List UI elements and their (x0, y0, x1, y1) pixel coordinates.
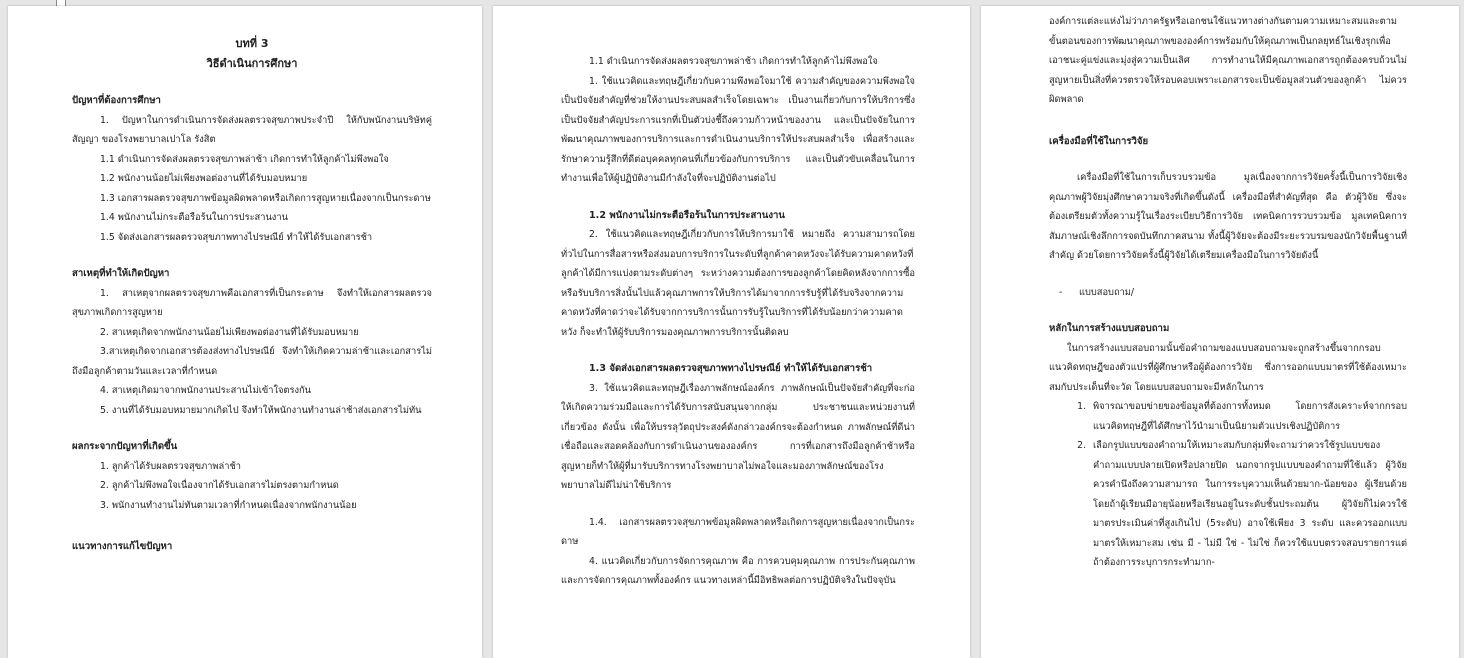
bullet-item (1049, 283, 1407, 303)
list-item: 2. ลูกค้าไม่พึงพอใจเนื่องจากได้รับเอกสารไม่ตรงตามกำหนด (100, 480, 339, 491)
section-heading: ผลกระจากปัญหาที่เกิดขึ้น (72, 441, 178, 452)
list-item: 2. เลือกรูปแบบของคำถามให้เหมาะสมกับกลุ่มที่จะถามว่าควรใช้รูปแบบของคำถามแบบปลายเปิดหรือปลายปิด นอกจากรูปแบบของคำถามที่ใช้แล้ว ผู้วิจัยควรคำนึงถึงความสามารถ ในการระบุความเห็นด้วยมาก-น้อยของ ผู้เรียนด้วย โดยถ้าผู้เรียนมีอายุน้อยหรือเรียนอยู่ในระดับชั้นประถมต้น ผู้วิจัยก็ไม่ควรใช้มาตรประเมินค่าที่สูงเกินไป (5ระดับ) อาจใช้เพียง 3 ระดับ และควรออกแบบมาตรให้เหมาะสม เช่น มี - ไม่มี ใช่ - ไม่ใช่ ก็ควรใช้แบบตรวจสอบรายการแต่ถ้าต้องการระบุการกระทำมาก- (1089, 436, 1407, 573)
paragraph: 1. ปัญหาในการดำเนินการจัดส่งผลตรวจสุขภาพประจำปี ให้กับพนักงานบริษัทคู่สัญญา ของโรงพยาบาลเปาโล รังสิต (72, 114, 432, 145)
list-item: 1. ลูกค้าได้รับผลตรวจสุขภาพล่าช้า (100, 460, 241, 472)
paragraph: 2. ใช้แนวคิดและทฤษฎีเกี่ยวกับการให้บริการมาใช้ หมายถึง ความสามารถโดยทั่วไปในการสื่อสารหรือส่งมอบการบริการในระดับที่ลูกค้าคาดหวังจะได้รับความคาดหวังที่ลูกค้าได้มีการแบ่งตามระดับต่างๆ ระหว่างความต้องการของลูกค้าโดยคิดหลังจากการซื้อหรือรับบริการสิ่งนั้นไปแล้วคุณภาพการให้บริการได้มาจากการรับรู้ที่ได้รับจริงจากความคาดหวังที่คาดว่าจะได้รับจากการบริการนั้นการรับรู้ในบริการที่ได้รับน้อยกว่าความคาดหวัง ก็จะทำให้ผู้รับบริการมองคุณภาพการบริการนั้นติดลบ (561, 229, 915, 338)
section-heading: เครื่องมือที่ใช้ในการวิจัย (1049, 135, 1149, 147)
paragraph: 3.สาเหตุเกิดจากเอกสารต้องส่งทางไปรษณีย์ จึงทำให้เกิดความล่าช้าและเอกสารไม่ถึงมือลูกค้าตามวันและเวลาที่กำหนด (72, 346, 432, 377)
paragraph: เครื่องมือที่ใช้ในการเก็บรวบรวมข้อ มูลเนื่องจากการวิจัยครั้งนี้เป็นการวิจัยเชิงคุณภาพผู้วิจัยมุ่งศึกษาความจริงที่เกิดขึ้นดังนี้ เครื่องมือที่สำคัญที่สุด คือ ตัวผู้วิจัย ซึ่งจะต้องเตรียมตัวทั้งความรู้ในเรื่องระเบียบวิธีการวิจัย เทคนิคการรวบรวมข้อ มูลเทคนิคการสัมภาษณ์เชิงลึกการจดบันทึกภาคสนาม ทั้งนี้ผู้วิจัยจะต้องมีระยะรวบรมของนักวิจัยพื้นฐานที่สำคัญ ด้วยโดยการวิจัยครั้งนี้ผู้วิจัยได้เตรียมเครื่องมือในการวิจัยดังนี้ (1049, 172, 1407, 261)
bullet-text: แบบสอบถาม/ (1079, 286, 1135, 298)
section-heading: สาเหตุที่ทำให้เกิดปัญหา (72, 268, 170, 279)
numbered-list (1049, 397, 1407, 573)
paragraph: องค์การแต่ละแห่งไม่ว่าภาครัฐหรือเอกชนใช้แนวทางต่างกันตามความเหมาะสมและตามขั้นตอนของการพัฒนาคุณภาพขององค์การพร้อมกับให้คุณภาพเป็นกลยุทธ์ในเชิงรุกเพื่อเอาชนะคู่แข่งและมุ่งสู่ความเป็นเลิศ การทำงานให้มีคุณภาพเอกสารถูกต้องครบถ้วนไม่สูญหายเป็นสิ่งที่ควรตรวจให้รอบคอบเพราะเอกสารจะเป็นข้อมูลส่วนตัวของลูกค้า ไม่ควรผิดพลาด (1049, 16, 1407, 105)
list-item: 3. พนักงานทำงานไม่ทันตามเวลาที่กำหนดเนื่องจากพนักงานน้อย (100, 499, 357, 511)
bullet-dash: - (1059, 286, 1063, 298)
paragraph: 1. สาเหตุจากผลตรวจสุขภาพคือเอกสารที่เป็นกระดาษ จึงทำให้เอกสารผลตรวจสุขภาพเกิดการสูญหาย (72, 287, 432, 318)
subsection-title: 1.4. เอกสารผลตรวจสุขภาพข้อมูลผิดพลาดหรือเกิดการสูญหายเนื่องจากเป็นกระดาษ (561, 516, 915, 547)
section-heading: แนวทางการแก้ไขปัญหา (72, 541, 173, 552)
subsection-title: 1.2 พนักงานไม่กระตือรือร้นในการประสานงาน (589, 209, 785, 221)
section-heading: ปัญหาที่ต้องการศึกษา (72, 95, 161, 106)
list-item: 5. งานที่ได้รับมอบหมายมากเกิดไป จึงทำให้พนักงานทำงานล่าช้าส่งเอกสารไม่ทัน (100, 404, 422, 416)
list-item: 1.1 ดำเนินการจัดส่งผลตรวจสุขภาพล่าช้า เกิดการทำให้ลูกค้าไม่พึงพอใจ (100, 153, 389, 165)
list-item: 1.4 พนักงานไม่กระตือรือร้นในการประสานงาน (100, 212, 288, 223)
document-page-2 (493, 6, 970, 658)
document-page-1 (8, 6, 482, 658)
document-page-3 (981, 6, 1459, 658)
section-heading: หลักในการสร้างแบบสอบถาม (1049, 323, 1170, 334)
list-item: 4. สาเหตุเกิดมาจากพนักงานประสานไม่เข้าใจตรงกัน (100, 385, 312, 396)
subsection-title: 1.3 จัดส่งเอกสารผลตรวจสุขภาพทางไปรษณีย์ ทำให้ได้รับเอกสารช้า (589, 363, 873, 374)
paragraph: 1. ใช้แนวคิดและทฤษฎีเกี่ยวกับความพึงพอใจมาใช้ ความสำคัญของความพึงพอใจเป็นปัจจัยสำคัญที่ช่วยให้งานประสบผลสำเร็จโดยเฉพาะ เป็นงานเกี่ยวกับการให้บริการซึ่งเป็นปัจจัยสำคัญประการแรกที่เป็นตัวบ่งชี้ถึงความก้าวหน้าของงาน และเป็นปัจจัยในการพัฒนาคุณภาพของการบริการและการดำเนินงานบริการให้ประสบผลสำเร็จ เพื่อสร้างและรักษาความรู้สึกที่ดีต่อบุคคลทุกคนที่เกี่ยวข้องกับการบริการ และเป็นตัวขับเคลื่อนในการทำงานเพื่อให้ผู้ปฏิบัติงานมีกำลังใจที่จะปฏิบัติงานต่อไป (561, 75, 915, 184)
paragraph: ในการสร้างแบบสอบถามนั้นข้อคำถามของแบบสอบถามจะถูกสร้างขึ้นจากกรอบแนวคิดทฤษฎีของตัวแปรที่ผู้ศึกษาหรือผู้ต้องการวิจัย ซึ่งการออกแบบมาตรที่ใช้ต้องเหมาะสมกับประเด็นที่จะวัด โดยแบบสอบถามจะมีหลักในการ (1049, 342, 1407, 393)
list-item: 1.5 จัดส่งเอกสารผลตรวจสุขภาพทางไปรษณีย์ ทำให้ได้รับเอกสารช้า (100, 231, 373, 243)
list-item: 1.2 พนักงานน้อยไม่เพียงพอต่องานที่ได้รับมอบหมาย (100, 173, 308, 184)
paragraph: 3. ใช้แนวคิดและทฤษฎีเรื่องภาพลักษณ์องค์กร ภาพลักษณ์เป็นปัจจัยสำคัญที่จะก่อให้เกิดความร่วมมือและการได้รับการสนับสนุนจากกลุ่ม ประชาชนและหน่วยงานที่เกี่ยวข้อง ดังนั้น เพื่อให้บรรลุวัตถุประสงค์ดังกล่าวองค์กรจะต้องกำหนด ภาพลักษณ์ที่ดีน่าเชื่อถือและสอดคล้องกับการดำเนินงานขององค์กร การที่เอกสารถึงมือลูกค้าช้าหรือสูญหายก็ทำให้ผู้ที่มารับบริการทางโรงพยาบาลไม่พอใจและมองภาพลักษณ์ของโรงพยาบาลไม่ดีไม่น่าใช้บริการ (561, 382, 915, 491)
chapter-number: บทที่ 3 (235, 37, 269, 50)
chapter-title: วิธีดำเนินการศึกษา (206, 57, 298, 70)
paragraph: 1.3 เอกสารผลตรวจสุขภาพข้อมูลผิดพลาดหรือเกิดการสูญหายเนื่องจากเป็นกระดาษ (100, 192, 431, 204)
subsection-title: 1.1 ดำเนินการจัดส่งผลตรวจสุขภาพล่าช้า เกิดการทำให้ลูกค้าไม่พึงพอใจ (589, 56, 878, 67)
paragraph: 4. แนวคิดเกี่ยวกับการจัดการคุณภาพ คือ การควบคุมคุณภาพ การประกันคุณภาพและการจัดการคุณภาพทั้งองค์กร แนวทางเหล่านี้มีอิทธิพลต่อการปฏิบัติจริงในปัจจุบัน (561, 555, 915, 586)
list-item: 2. สาเหตุเกิดจากพนักงานน้อยไม่เพียงพอต่องานที่ได้รับมอบหมาย (100, 326, 359, 338)
list-item: 1. พิจารณาขอบข่ายของข้อมูลที่ต้องการทั้งหมด โดยการสังเคราะห์จากกรอบแนวคิดทฤษฎีที่ได้ศึกษาไว้นำมาเป็นนิยามตัวแปรเชิงปฏิบัติการ (1089, 397, 1407, 436)
